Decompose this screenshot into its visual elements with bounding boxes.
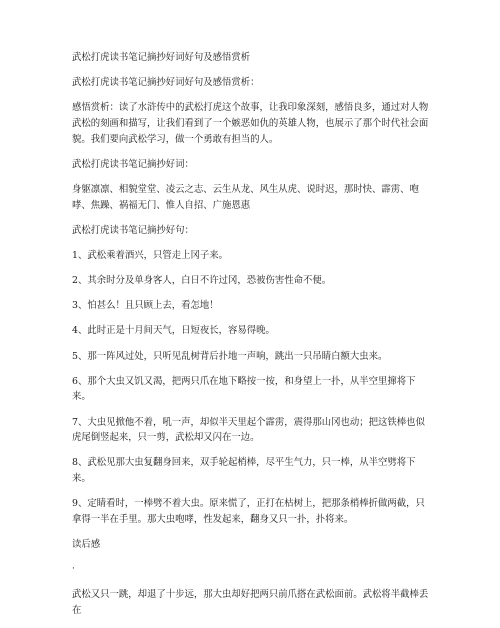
sentence-item: 5、那一阵风过处，只听见乱树背后扑地一声响，跳出一只吊睛白额大虫来。: [72, 350, 388, 362]
document-subtitle: 武松打虎读书笔记摘抄好词好句及感悟赏析：: [72, 77, 260, 89]
good-words-paragraph: 身躯凛凛、相貌堂堂、凌云之志、云生从龙、风生从虎、说时迟，那时快、霹雳、咆哮、焦躁、祸福无门、惟人自招、广施恩惠: [72, 183, 419, 211]
document-title: 武松打虎读书笔记摘抄好词好句及感悟赏析: [72, 52, 251, 63]
sentence-item: 3、怕甚么！且只顾上去，看怎地！: [72, 300, 219, 312]
good-words-heading: 武松打虎读书笔记摘抄好词：: [72, 158, 194, 170]
afterword-paragraph: 武松又只一跳，却退了十步远，那大虫却好把两只前爪搭在武松面前。武松将半截棒丢在: [72, 589, 429, 616]
sentence-item: 1、武松乘着酒兴，只管走上冈子来。: [72, 249, 228, 261]
separator-dot: ·: [72, 564, 75, 575]
appreciation-paragraph: 感悟赏析：读了水浒传中的武松打虎这个故事，让我印象深刻，感悟良多，通过对人物武松的刻画和描写，让我们看到了一个嫉恶如仇的英雄人物，也展示了那个时代社会面貌。我们要向武松学习，做一个勇敢有担当的人。: [72, 102, 429, 145]
sentence-item: 7、大虫见掀他不着，吼一声，却似半天里起个霹雳，震得那山冈也动；把这铁棒也似虎尾倒竖起来，只一剪，武松却又闪在一边。: [72, 416, 425, 444]
sentence-item: 4、此时正是十月间天气，日短夜长，容易得晚。: [72, 325, 275, 337]
sentence-item: 8、武松见那大虫复翻身回来，双手轮起梢棒，尽平生气力，只一棒，从半空劈将下来。: [72, 457, 416, 484]
afterword-heading: 读后感: [72, 538, 101, 550]
good-sentences-heading: 武松打虎读书笔记摘抄好句：: [72, 224, 194, 236]
document-content: [72, 50, 434, 628]
sentence-item: 2、其余时分及单身客人，白日不许过冈，恐被伤害性命不便。: [72, 275, 332, 287]
sentence-item: 6、那个大虫又饥又渴，把两只爪在地下略按一按，和身望上一扑，从半空里撺将下来。: [72, 375, 416, 403]
sentence-item: 9、定睛看时，一棒劈不着大虫。原来慌了，正打在枯树上，把那条梢棒折做两截，只拿得一半在手里。那大虫咆哮，性发起来，翻身又只一扑，扑将来。: [72, 498, 425, 525]
